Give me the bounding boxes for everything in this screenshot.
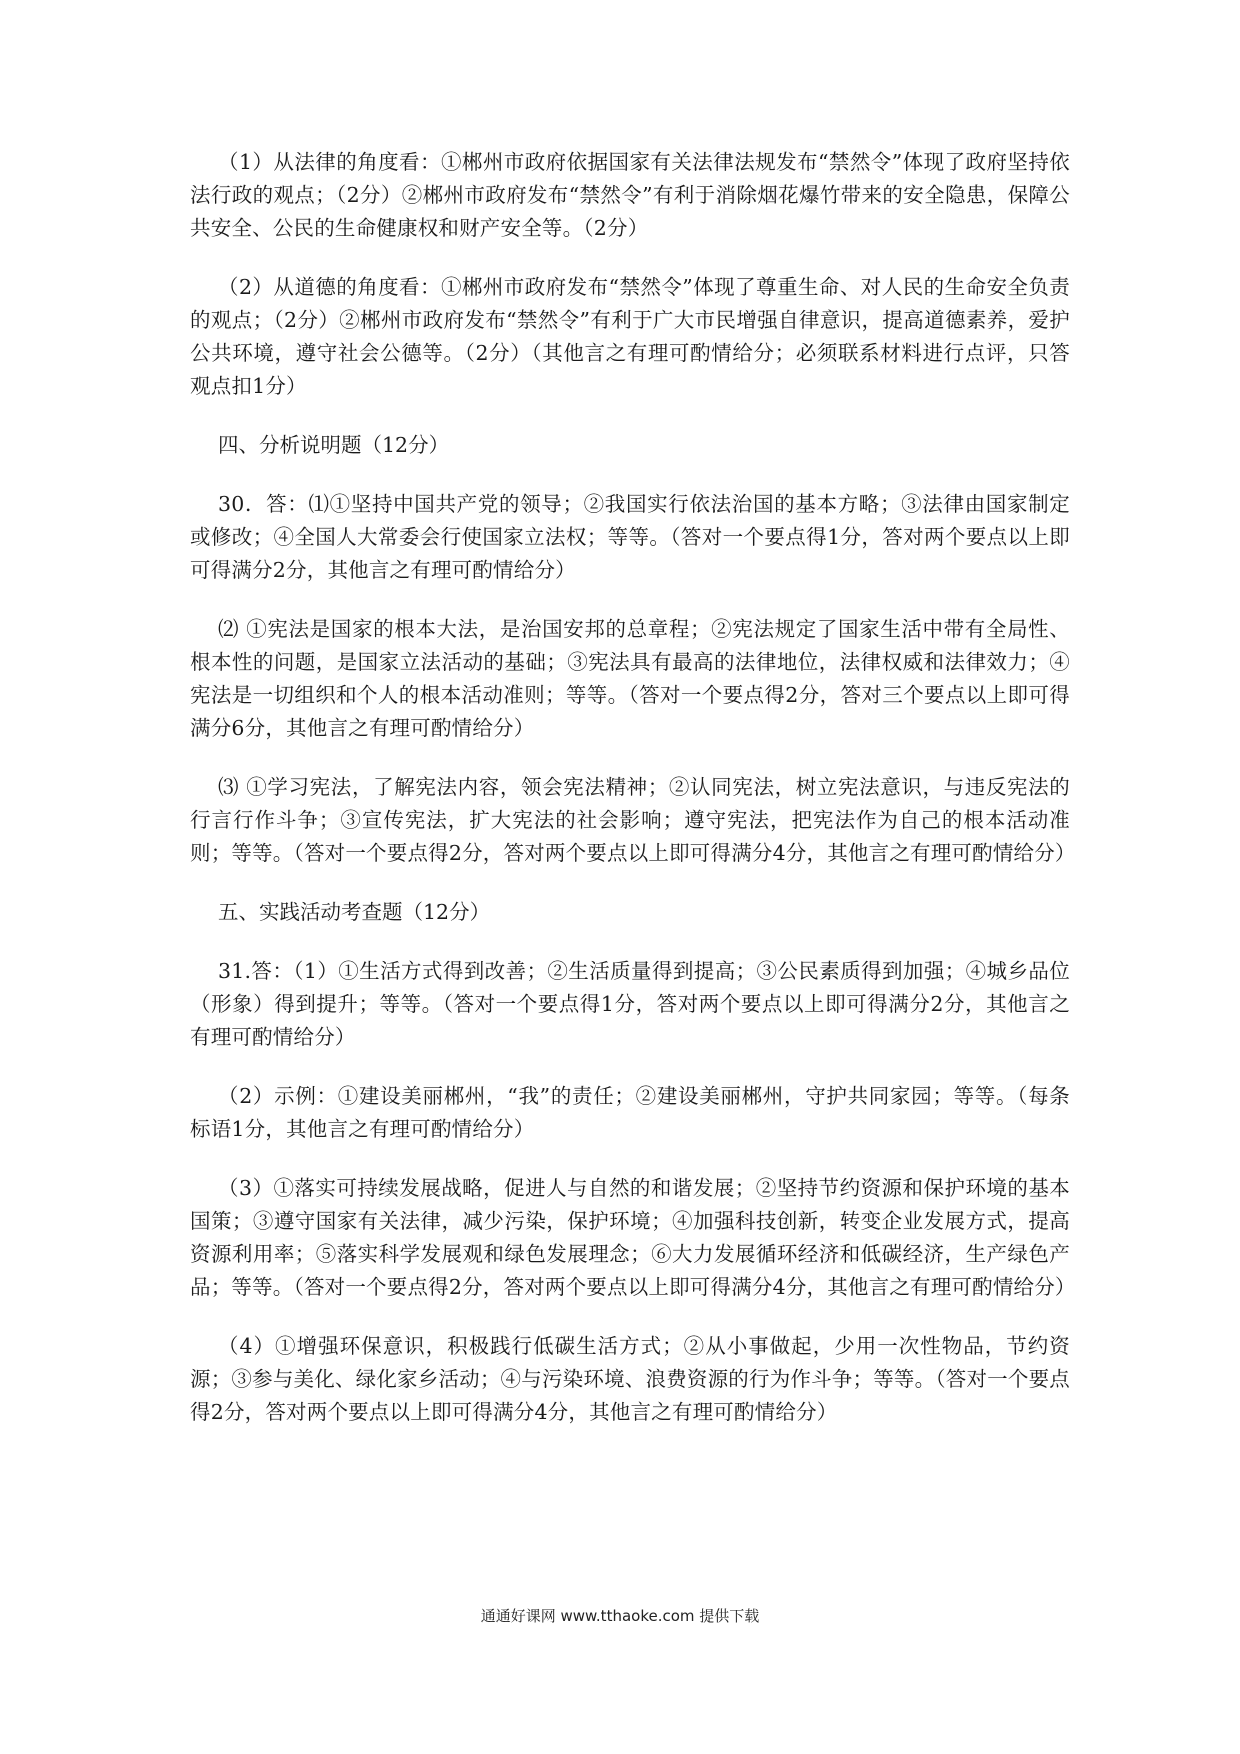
- answer-31-part1: 31.答：（1）①生活方式得到改善；②生活质量得到提高；③公民素质得到加强；④城乡品位（形象）得到提升；等等。（答对一个要点得1分，答对两个要点以上即可得满分2分，其他言之有理可酌情给分）: [190, 959, 1070, 1049]
- answer-30-part2: ⑵ ①宪法是国家的根本大法，是治国安邦的总章程；②宪法规定了国家生活中带有全局性、根本性的问题，是国家立法活动的基础；③宪法具有最高的法律地位，法律权威和法律效力；④宪法是一切组织和个人的根本活动准则；等等。（答对一个要点得2分，答对三个要点以上即可得满分6分，其他言之有理可酌情给分）: [190, 617, 1070, 740]
- answer-29-part1: （1）从法律的角度看：①郴州市政府依据国家有关法律法规发布“禁然令”体现了政府坚持依法行政的观点；（2分）②郴州市政府发布“禁然令”有利于消除烟花爆竹带来的安全隐患，保障公共安全、公民的生命健康权和财产安全等。（2分）: [190, 150, 1070, 240]
- section-heading-4: 四、分析说明题（12分）: [218, 433, 450, 457]
- answer-30-part1: 30．答：⑴①坚持中国共产党的领导；②我国实行依法治国的基本方略；③法律由国家制定或修改；④全国人大常委会行使国家立法权；等等。（答对一个要点得1分，答对两个要点以上即可得满分2分，其他言之有理可酌情给分）: [190, 492, 1070, 582]
- page-footer: 通通好课网 www.tthaoke.com 提供下载: [480, 1607, 760, 1625]
- answer-31-part4: （4）①增强环保意识，积极践行低碳生活方式；②从小事做起，少用一次性物品，节约资源；③参与美化、绿化家乡活动；④与污染环境、浪费资源的行为作斗争；等等。（答对一个要点得2分，答对两个要点以上即可得满分4分，其他言之有理可酌情给分）: [190, 1334, 1070, 1424]
- answer-31-part2: （2）示例：①建设美丽郴州，“我”的责任；②建设美丽郴州，守护共同家园；等等。（每条标语1分，其他言之有理可酌情给分）: [190, 1084, 1070, 1141]
- section-heading-5: 五、实践活动考查题（12分）: [218, 900, 491, 924]
- answer-31-part3: （3）①落实可持续发展战略，促进人与自然的和谐发展；②坚持节约资源和保护环境的基本国策；③遵守国家有关法律，减少污染，保护环境；④加强科技创新，转变企业发展方式，提高资源利用率；⑤落实科学发展观和绿色发展理念；⑥大力发展循环经济和低碳经济，生产绿色产品；等等。（答对一个要点得2分，答对两个要点以上即可得满分4分，其他言之有理可酌情给分）: [190, 1176, 1076, 1299]
- answer-29-part2: （2）从道德的角度看：①郴州市政府发布“禁然令”体现了尊重生命、对人民的生命安全负责的观点；（2分）②郴州市政府发布“禁然令”有利于广大市民增强自律意识，提高道德素养，爱护公共环境，遵守社会公德等。（2分）（其他言之有理可酌情给分；必须联系材料进行点评，只答观点扣1分）: [190, 275, 1070, 398]
- document-body: [190, 146, 1076, 1455]
- answer-30-part3: ⑶ ①学习宪法，了解宪法内容，领会宪法精神；②认同宪法，树立宪法意识，与违反宪法的行言行作斗争；③宣传宪法，扩大宪法的社会影响；遵守宪法，把宪法作为自己的根本活动准则；等等。（答对一个要点得2分，答对两个要点以上即可得满分4分，其他言之有理可酌情给分）: [190, 775, 1076, 865]
